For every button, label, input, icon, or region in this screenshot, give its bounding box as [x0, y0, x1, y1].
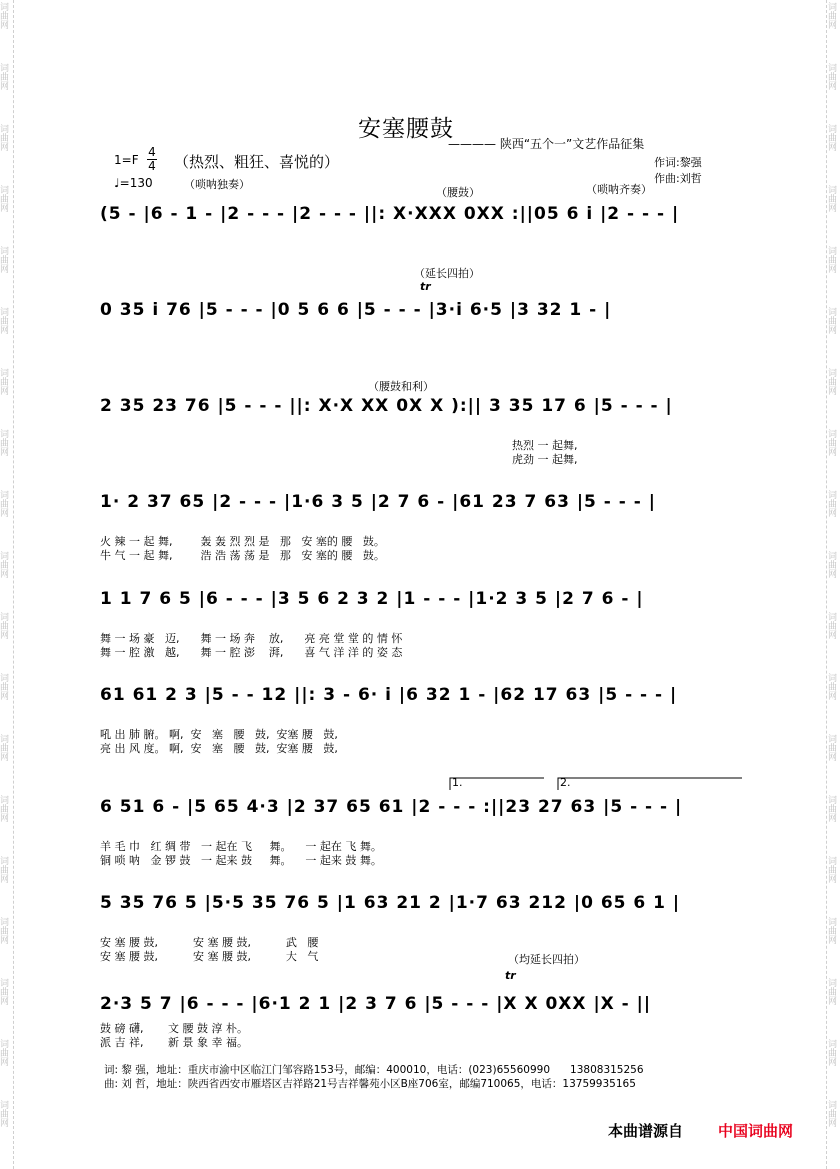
watermark-glyph: 曲 [828, 1110, 838, 1120]
watermark-glyph: 词 [0, 857, 10, 867]
mood-marking: （热烈、粗狂、喜悦的） [174, 153, 340, 171]
watermark-glyph: 词 [0, 552, 10, 562]
watermark-glyph: 网 [828, 265, 838, 275]
watermark-group [828, 309, 840, 336]
watermark-glyph: 曲 [0, 12, 10, 22]
watermark-glyph: 网 [0, 387, 10, 397]
watermark-divider-left [13, 0, 14, 1169]
watermark-glyph: 曲 [828, 1049, 838, 1059]
watermark-glyph: 曲 [0, 561, 10, 571]
watermark-glyph: 网 [828, 21, 838, 31]
watermark-glyph: 网 [0, 875, 10, 885]
watermark-glyph: 词 [0, 796, 10, 806]
watermark-glyph: 词 [0, 979, 10, 989]
watermark-glyph: 曲 [0, 439, 10, 449]
watermark-group [828, 492, 840, 519]
watermark-group [0, 248, 12, 275]
suona-ensemble-note: （唢呐齐奏） [586, 183, 652, 196]
watermark-group [0, 1041, 12, 1068]
watermark-glyph: 曲 [828, 256, 838, 266]
watermark-glyph: 词 [0, 674, 10, 684]
lyric-4-verse-2: 牛 气 一 起 舞, 浩 浩 荡 荡 是 那 安 塞的 腰 鼓。 [100, 549, 385, 562]
watermark-glyph: 曲 [828, 439, 838, 449]
ending-2-mark: 2. [560, 776, 571, 789]
watermark-glyph: 网 [0, 997, 10, 1007]
lyric-9-verse-2: 派 吉 祥, 新 景 象 幸 福。 [100, 1036, 248, 1049]
watermark-group [0, 1102, 12, 1129]
watermark-glyph: 网 [828, 326, 838, 336]
lyric-3-verse-1: 热烈 一 起舞, [512, 439, 578, 452]
lyric-8-verse-2: 安 塞 腰 鼓, 安 塞 腰 鼓, 大 气 [100, 950, 319, 963]
watermark-glyph: 词 [0, 125, 10, 135]
score-system-7: 6 51 6 - |5 65 4·3 |2 37 65 61 |2 - - - :||23 27 63 |5 - - - | [100, 797, 683, 817]
watermark-group [828, 858, 840, 885]
watermark-glyph: 网 [828, 448, 838, 458]
watermark-glyph: 网 [0, 631, 10, 641]
watermark-group [0, 309, 12, 336]
watermark-group [0, 370, 12, 397]
trill-mark: tr [420, 280, 431, 293]
lyric-7-verse-1: 羊 毛 巾 红 绸 带 一 起在 飞 舞。 一 起在 飞 舞。 [100, 840, 382, 853]
watermark-group [828, 1041, 840, 1068]
watermark-glyph: 网 [0, 265, 10, 275]
score-system-8: 5 35 76 5 |5·5 35 76 5 |1 63 21 2 |1·7 63 212 |0 65 6 1 | [100, 893, 681, 913]
watermark-glyph: 曲 [0, 1049, 10, 1059]
watermark-glyph: 曲 [828, 988, 838, 998]
watermark-glyph: 曲 [0, 744, 10, 754]
watermark-group [828, 4, 840, 31]
ending-1-mark: 1. [452, 776, 463, 789]
watermark-glyph: 词 [828, 186, 838, 196]
watermark-group [0, 492, 12, 519]
watermark-glyph: 网 [828, 936, 838, 946]
watermark-glyph: 网 [0, 448, 10, 458]
watermark-group [828, 980, 840, 1007]
watermark-glyph: 曲 [828, 927, 838, 937]
composer-contact: 曲: 刘 哲，地址：陕西省西安市雁塔区吉祥路21号吉祥馨苑小区B座706室，邮编710065，电话：13759935165 [104, 1078, 636, 1090]
volta-brackets [448, 776, 748, 790]
watermark-glyph: 网 [0, 814, 10, 824]
watermark-glyph: 曲 [828, 683, 838, 693]
watermark-glyph: 曲 [828, 134, 838, 144]
watermark-glyph: 网 [828, 387, 838, 397]
watermark-glyph: 网 [0, 204, 10, 214]
lyric-8-verse-1: 安 塞 腰 鼓, 安 塞 腰 鼓, 武 腰 [100, 936, 319, 949]
watermark-glyph: 词 [828, 735, 838, 745]
watermark-glyph: 曲 [0, 195, 10, 205]
watermark-glyph: 网 [0, 1119, 10, 1129]
watermark-group [0, 980, 12, 1007]
song-title: 安塞腰鼓 [358, 116, 454, 142]
watermark-group [0, 65, 12, 92]
watermark-glyph: 词 [828, 369, 838, 379]
watermark-glyph: 网 [0, 936, 10, 946]
watermark-glyph: 网 [828, 570, 838, 580]
watermark-glyph: 词 [0, 430, 10, 440]
song-subtitle: ———— 陕西“五个一”文艺作品征集 [448, 137, 645, 151]
lyric-5-verse-1: 舞 一 场 豪 迈, 舞 一 场 奔 放, 亮 亮 堂 堂 的 情 怀 [100, 632, 403, 645]
watermark-glyph: 网 [0, 326, 10, 336]
watermark-group [0, 126, 12, 153]
time-signature-bottom: 4 [148, 159, 156, 173]
watermark-group [0, 431, 12, 458]
watermark-glyph: 网 [828, 204, 838, 214]
time-signature-top: 4 [148, 145, 156, 159]
watermark-glyph: 词 [828, 918, 838, 928]
watermark-glyph: 词 [0, 613, 10, 623]
watermark-glyph: 曲 [828, 805, 838, 815]
watermark-group [0, 675, 12, 702]
watermark-glyph: 曲 [0, 317, 10, 327]
watermark-glyph: 词 [828, 1101, 838, 1111]
lyric-6-verse-2: 亮 出 风 度。 啊, 安 塞 腰 鼓, 安塞 腰 鼓, [100, 742, 338, 755]
watermark-group [828, 1102, 840, 1129]
watermark-glyph: 词 [0, 3, 10, 13]
watermark-group [828, 370, 840, 397]
watermark-glyph: 曲 [828, 622, 838, 632]
watermark-glyph: 词 [828, 491, 838, 501]
watermark-group [828, 126, 840, 153]
watermark-glyph: 曲 [0, 683, 10, 693]
watermark-right [828, 0, 840, 1129]
watermark-glyph: 词 [828, 796, 838, 806]
watermark-glyph: 网 [828, 631, 838, 641]
watermark-glyph: 曲 [0, 134, 10, 144]
score-system-3: 2 35 23 76 |5 - - - ||: X·X XX 0X X ):|| 3 35 17 6 |5 - - - | [100, 396, 673, 416]
watermark-group [0, 614, 12, 641]
watermark-glyph: 曲 [0, 378, 10, 388]
watermark-glyph: 词 [0, 186, 10, 196]
watermark-glyph: 词 [828, 247, 838, 257]
watermark-group [828, 431, 840, 458]
watermark-glyph: 词 [828, 308, 838, 318]
watermark-group [828, 248, 840, 275]
source-site-link[interactable]: 中国词曲网 [718, 1122, 794, 1140]
waist-drum-note: （腰鼓） [436, 186, 480, 199]
watermark-glyph: 词 [0, 369, 10, 379]
watermark-glyph: 网 [0, 753, 10, 763]
watermark-glyph: 曲 [0, 256, 10, 266]
composer-credit: 作曲:刘哲 [654, 172, 702, 185]
watermark-glyph: 网 [0, 692, 10, 702]
watermark-glyph: 曲 [828, 317, 838, 327]
watermark-glyph: 词 [828, 125, 838, 135]
watermark-glyph: 曲 [0, 927, 10, 937]
watermark-group [0, 919, 12, 946]
watermark-glyph: 曲 [828, 561, 838, 571]
watermark-group [828, 187, 840, 214]
watermark-glyph: 曲 [828, 866, 838, 876]
time-signature [147, 146, 157, 173]
watermark-glyph: 词 [828, 552, 838, 562]
watermark-glyph: 词 [828, 1040, 838, 1050]
watermark-glyph: 曲 [828, 195, 838, 205]
watermark-glyph: 词 [0, 918, 10, 928]
watermark-glyph: 词 [0, 491, 10, 501]
watermark-glyph: 网 [828, 1119, 838, 1129]
watermark-group [0, 797, 12, 824]
waist-drum-chorus-note: （腰鼓和利） [368, 380, 434, 393]
watermark-glyph: 曲 [828, 744, 838, 754]
watermark-left [0, 0, 12, 1129]
watermark-glyph: 网 [828, 814, 838, 824]
watermark-glyph: 网 [0, 21, 10, 31]
watermark-group [828, 919, 840, 946]
watermark-group [0, 553, 12, 580]
watermark-glyph: 网 [0, 509, 10, 519]
watermark-glyph: 词 [0, 308, 10, 318]
watermark-group [0, 858, 12, 885]
trill-mark-2: tr [505, 969, 516, 982]
lyric-4-verse-1: 火 辣 一 起 舞, 轰 轰 烈 烈 是 那 安 塞的 腰 鼓。 [100, 535, 385, 548]
watermark-glyph: 词 [828, 64, 838, 74]
score-system-4: 1· 2 37 65 |2 - - - |1·6 3 5 |2 7 6 - |61 23 7 63 |5 - - - | [100, 492, 656, 512]
score-system-2: 0 35 i 76 |5 - - - |0 5 6 6 |5 - - - |3·i 6·5 |3 32 1 - | [100, 300, 612, 320]
watermark-glyph: 词 [0, 247, 10, 257]
lyricist-contact: 词: 黎 强，地址：重庆市渝中区临江门邹容路153号，邮编：400010，电话：(023)65560990 13808315256 [104, 1064, 644, 1076]
all-extend-four-note: （均延长四拍） [508, 953, 585, 966]
watermark-divider-right [826, 0, 827, 1169]
watermark-glyph: 曲 [0, 73, 10, 83]
watermark-glyph: 词 [0, 1040, 10, 1050]
watermark-glyph: 网 [828, 143, 838, 153]
watermark-glyph: 词 [0, 735, 10, 745]
watermark-glyph: 网 [828, 753, 838, 763]
watermark-group [828, 65, 840, 92]
watermark-glyph: 词 [828, 613, 838, 623]
watermark-glyph: 词 [0, 1101, 10, 1111]
watermark-group [828, 797, 840, 824]
watermark-glyph: 网 [828, 1058, 838, 1068]
watermark-group [828, 736, 840, 763]
watermark-glyph: 曲 [0, 1110, 10, 1120]
watermark-group [828, 553, 840, 580]
watermark-glyph: 网 [828, 875, 838, 885]
watermark-group [0, 4, 12, 31]
lyric-9-verse-1: 鼓 磅 礴, 文 腰 鼓 淳 朴。 [100, 1022, 248, 1035]
watermark-glyph: 词 [828, 3, 838, 13]
watermark-glyph: 网 [828, 509, 838, 519]
tempo-marking: ♩=130 [114, 176, 153, 190]
lyric-5-verse-2: 舞 一 腔 激 越, 舞 一 腔 澎 湃, 喜 气 洋 洋 的 姿 态 [100, 646, 403, 659]
watermark-glyph: 网 [828, 997, 838, 1007]
key-signature: 1=F [114, 153, 139, 167]
score-system-5: 1 1 7 6 5 |6 - - - |3 5 6 2 3 2 |1 - - - |1·2 3 5 |2 7 6 - | [100, 589, 644, 609]
watermark-glyph: 曲 [0, 500, 10, 510]
watermark-glyph: 曲 [828, 378, 838, 388]
score-system-1: (5 - |6 - 1 - |2 - - - |2 - - - ||: X·XXX 0XX :||05 6 i |2 - - - | [100, 204, 680, 224]
watermark-glyph: 曲 [0, 988, 10, 998]
watermark-group [828, 675, 840, 702]
score-system-9: 2·3 5 7 |6 - - - |6·1 2 1 |2 3 7 6 |5 - - - |X X 0XX |X - || [100, 994, 652, 1014]
watermark-glyph: 词 [828, 979, 838, 989]
lyric-3-verse-2: 虎劲 一 起舞, [512, 453, 578, 466]
watermark-glyph: 网 [0, 82, 10, 92]
watermark-group [0, 187, 12, 214]
watermark-glyph: 词 [828, 674, 838, 684]
watermark-glyph: 网 [828, 82, 838, 92]
watermark-group [828, 614, 840, 641]
extend-four-note: （延长四拍） [414, 267, 480, 280]
watermark-glyph: 网 [0, 570, 10, 580]
watermark-glyph: 曲 [828, 500, 838, 510]
watermark-glyph: 曲 [828, 73, 838, 83]
watermark-glyph: 曲 [828, 12, 838, 22]
watermark-glyph: 词 [0, 64, 10, 74]
watermark-group [0, 736, 12, 763]
watermark-glyph: 网 [828, 692, 838, 702]
score-system-6: 61 61 2 3 |5 - - 12 ||: 3 - 6· i |6 32 1 - |62 17 63 |5 - - - | [100, 685, 678, 705]
lyric-7-verse-2: 铜 唢 呐 金 锣 鼓 一 起来 鼓 舞。 一 起来 鼓 舞。 [100, 854, 382, 867]
watermark-glyph: 曲 [0, 866, 10, 876]
lyric-6-verse-1: 吼 出 肺 腑。 啊, 安 塞 腰 鼓, 安塞 腰 鼓, [100, 728, 338, 741]
watermark-glyph: 词 [828, 857, 838, 867]
source-label: 本曲谱源自 [608, 1122, 684, 1140]
watermark-glyph: 曲 [0, 622, 10, 632]
watermark-glyph: 网 [0, 1058, 10, 1068]
suona-solo-note: （唢呐独奏） [184, 178, 250, 191]
watermark-glyph: 曲 [0, 805, 10, 815]
watermark-glyph: 词 [828, 430, 838, 440]
lyricist-credit: 作词:黎强 [654, 156, 702, 169]
watermark-glyph: 网 [0, 143, 10, 153]
